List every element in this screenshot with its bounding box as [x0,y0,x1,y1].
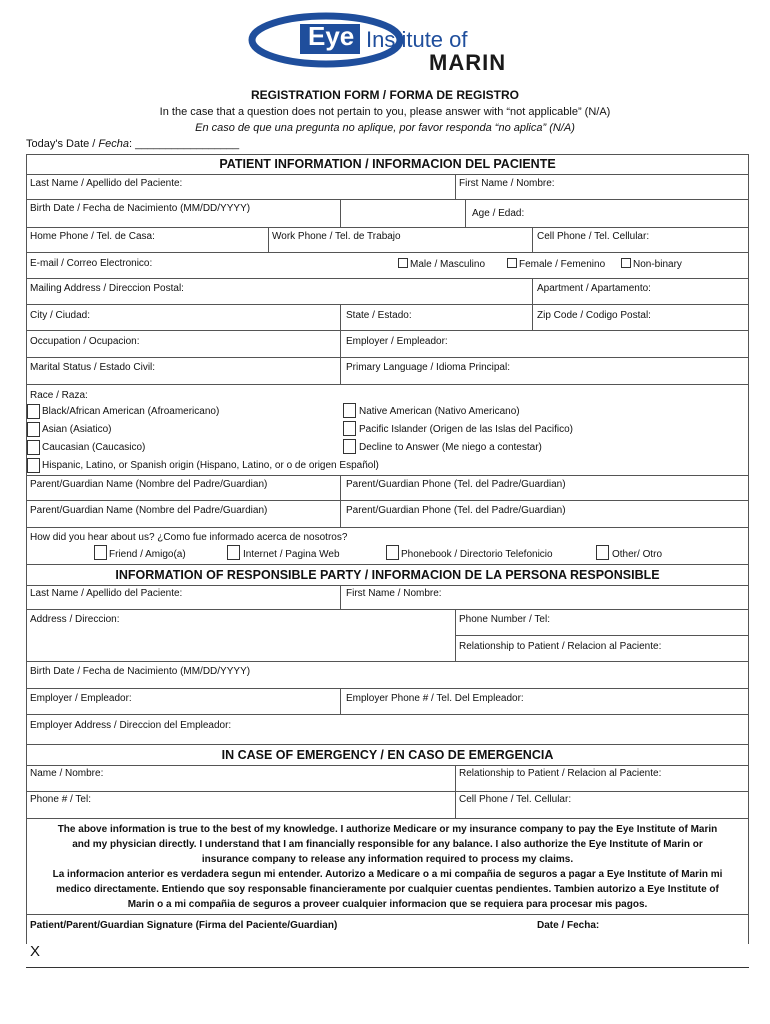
consent-en-line-2: and my physician directly. I understand that I am financially responsible for any balance. I also authorize the Eye Institute of Marin or [72,839,703,850]
instruction-es: En caso de que una pregunta no aplique, por favor responda “no aplica” (N/A) [195,122,575,134]
patient-work-phone-field[interactable]: Work Phone / Tel. de Trabajo [272,231,401,242]
emergency-name-field[interactable]: Name / Nombre: [30,768,104,779]
logo [248,10,528,76]
race-asian-checkbox[interactable] [27,422,40,437]
checkbox-icon [507,258,517,268]
patient-section-title: PATIENT INFORMATION / INFORMACION DEL PACIENTE [219,157,556,171]
responsible-last-name-field[interactable]: Last Name / Apellido del Paciente: [30,588,183,599]
patient-employer-field[interactable]: Employer / Empleador: [346,336,448,347]
consent-es-line-2: medico directamente. Entiendo que soy responsable financieramente por cualquier cuentas pendientes. Tambien autorizo a Eye Institute of [56,884,719,895]
signature-field[interactable] [26,938,526,968]
patient-email-field[interactable]: E-mail / Correo Electronico: [30,258,153,269]
responsible-employer-phone-field[interactable]: Employer Phone # / Tel. Del Empleador: [346,693,524,704]
patient-mailing-address-field[interactable]: Mailing Address / Direccion Postal: [30,283,184,294]
race-hispanic-label: Hispanic, Latino, or Spanish origin (Hispano, Latino, or o de origen Español) [42,460,379,471]
responsible-section-title: INFORMATION OF RESPONSIBLE PARTY / INFORMACION DE LA PERSONA RESPONSIBLE [115,568,660,582]
race-decline-checkbox[interactable] [343,439,356,454]
race-black-label: Black/African American (Afroamericano) [42,406,220,417]
race-asian-label: Asian (Asiatico) [42,424,112,435]
guardian-name-field-1[interactable]: Parent/Guardian Name (Nombre del Padre/Guardian) [30,479,268,490]
hear-internet-checkbox[interactable] [227,545,240,560]
patient-cell-phone-field[interactable]: Cell Phone / Tel. Cellular: [537,231,650,242]
consent-en-line-1: The above information is true to the best of my knowledge. I authorize Medicare or my insurance company to pay the Eye Institute of Marin [57,824,718,835]
responsible-phone-field[interactable]: Phone Number / Tel: [459,614,550,625]
race-label: Race / Raza: [30,390,88,401]
gender-female-checkbox[interactable]: Female / Femenino [507,258,605,270]
hear-phonebook-label: Phonebook / Directorio Telefonicio [401,549,553,560]
hear-about-us-label: How did you hear about us? ¿Como fue informado acerca de nosotros? [30,532,348,543]
hear-internet-label: Internet / Pagina Web [243,549,340,560]
instruction-en: In the case that a question does not pertain to you, please answer with “not applicable” (N/A) [159,106,611,118]
responsible-first-name-field[interactable]: First Name / Nombre: [346,588,442,599]
race-native-checkbox[interactable] [343,403,356,418]
guardian-name-field-2[interactable]: Parent/Guardian Name (Nombre del Padre/Guardian) [30,505,268,516]
consent-es-line-1: La informacion anterior es verdadera segun mi entender. Autorizo a Medicare o a mi compañia de seguros a pagar a Eye Institute of Marin mi [52,869,723,880]
hear-other-label: Other/ Otro [612,549,663,560]
form-title: REGISTRATION FORM / FORMA DE REGISTRO [251,88,519,102]
responsible-birth-date-field[interactable]: Birth Date / Fecha de Nacimiento (MM/DD/YYYY) [30,666,251,677]
emergency-phone-field[interactable]: Phone # / Tel: [30,794,91,805]
responsible-employer-address-field[interactable]: Employer Address / Direccion del Empleador: [30,720,232,731]
patient-city-field[interactable]: City / Ciudad: [30,310,91,321]
logo-marin: MARIN [429,50,507,75]
responsible-address-field[interactable]: Address / Direccion: [30,614,120,625]
responsible-relationship-field[interactable]: Relationship to Patient / Relacion al Paciente: [459,641,662,652]
guardian-phone-field-2[interactable]: Parent/Guardian Phone (Tel. del Padre/Guardian) [346,505,566,516]
consent-en-line-3: insurance company to release any information required to process my claims. [201,854,574,865]
race-hispanic-checkbox[interactable] [27,458,40,473]
race-caucasian-checkbox[interactable] [27,440,40,455]
patient-marital-status-field[interactable]: Marital Status / Estado Civil: [30,362,156,373]
signature-date-label: Date / Fecha: [537,920,600,931]
gender-male-checkbox[interactable]: Male / Masculino [398,258,485,270]
emergency-relationship-field[interactable]: Relationship to Patient / Relacion al Paciente: [459,768,662,779]
patient-birth-date-field[interactable]: Birth Date / Fecha de Nacimiento (MM/DD/YYYY) [30,203,251,214]
logo-eye: Eye [308,21,355,51]
hear-friend-checkbox[interactable] [94,545,107,560]
guardian-phone-field-1[interactable]: Parent/Guardian Phone (Tel. del Padre/Guardian) [346,479,566,490]
race-native-label: Native American (Nativo Americano) [359,406,520,417]
race-caucasian-label: Caucasian (Caucasico) [42,442,146,453]
patient-last-name-field[interactable]: Last Name / Apellido del Paciente: [30,178,183,189]
emergency-cell-field[interactable]: Cell Phone / Tel. Cellular: [459,794,572,805]
signature-date-field[interactable] [532,938,748,968]
checkbox-icon [398,258,408,268]
hear-friend-label: Friend / Amigo(a) [109,549,186,560]
patient-occupation-field[interactable]: Occupation / Ocupacion: [30,336,140,347]
hear-phonebook-checkbox[interactable] [386,545,399,560]
patient-primary-language-field[interactable]: Primary Language / Idioma Principal: [346,362,510,373]
patient-first-name-field[interactable]: First Name / Nombre: [459,178,555,189]
hear-other-checkbox[interactable] [596,545,609,560]
race-pacific-label: Pacific Islander (Origen de las Islas del Pacifico) [359,424,573,435]
signature-x-mark: X [30,943,41,960]
race-decline-label: Decline to Answer (Me niego a contestar) [359,442,542,453]
responsible-employer-field[interactable]: Employer / Empleador: [30,693,132,704]
emergency-section-title: IN CASE OF EMERGENCY / EN CASO DE EMERGENCIA [221,748,554,762]
checkbox-icon [621,258,631,268]
patient-age-field[interactable]: Age / Edad: [472,208,525,219]
logo-institute: Institute of [366,27,468,52]
patient-home-phone-field[interactable]: Home Phone / Tel. de Casa: [30,231,155,242]
signature-label: Patient/Parent/Guardian Signature (Firma del Paciente/Guardian) [30,920,338,931]
consent-es-line-3: Marin o a mi compañia de seguros a proveer cualquier informacion que se requiera para procesar mis pagos. [127,899,648,910]
patient-apartment-field[interactable]: Apartment / Apartamento: [537,283,651,294]
patient-zip-field[interactable]: Zip Code / Codigo Postal: [537,310,651,321]
todays-date: Today's Date / Fecha: _________________ [26,138,240,150]
gender-nonbinary-checkbox[interactable]: Non-binary [621,258,682,270]
race-pacific-checkbox[interactable] [343,421,356,436]
consent-text [28,822,747,912]
patient-state-field[interactable]: State / Estado: [346,310,412,321]
race-black-checkbox[interactable] [27,404,40,419]
